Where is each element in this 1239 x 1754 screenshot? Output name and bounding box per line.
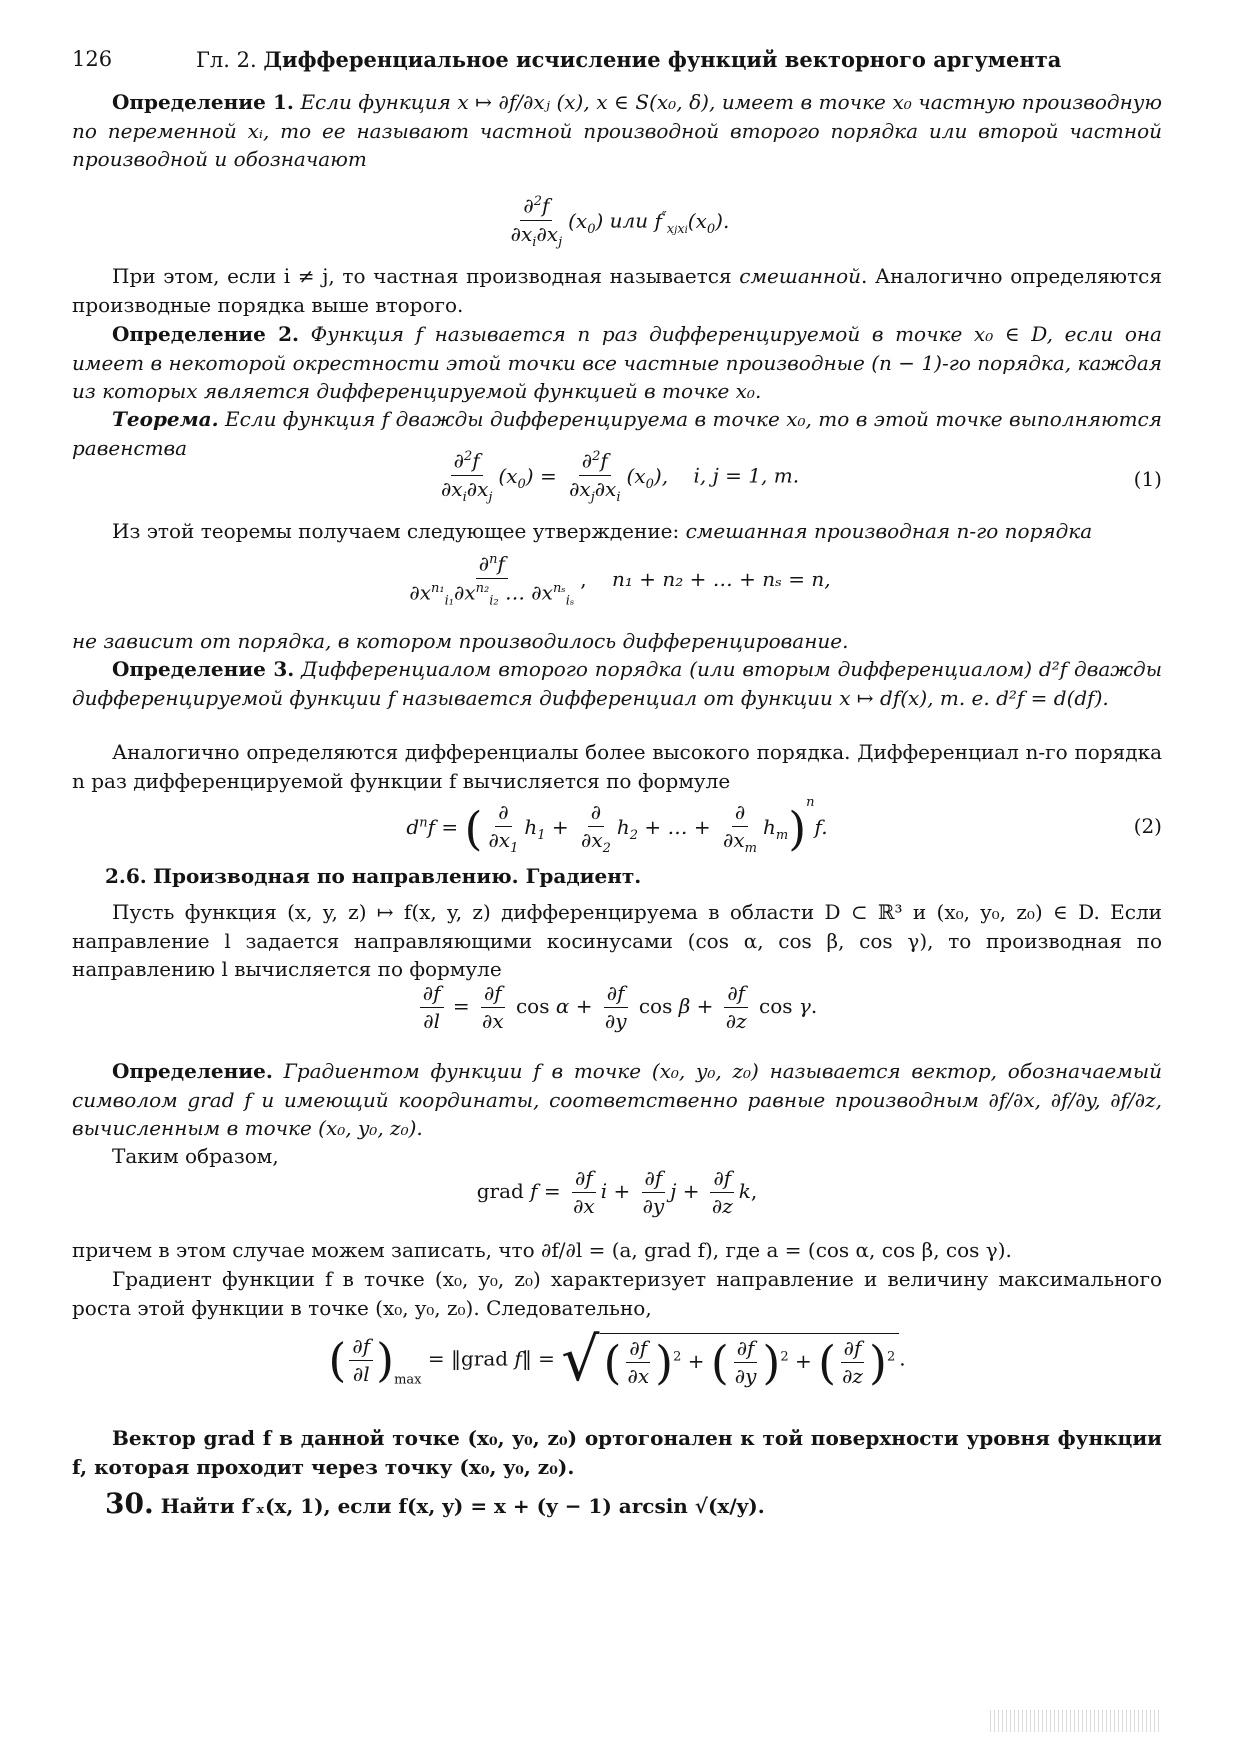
mixed-derivative-paragraph — [72, 262, 1162, 319]
chapter-title — [196, 47, 1061, 72]
chapter-heading: Дифференциальное исчисление функций векторного аргумента — [263, 47, 1062, 72]
scalar-product-paragraph: причем в этом случае можем записать, что ∂f/∂l = (a, grad f), где a = (cos α, cos β, cos γ). — [72, 1238, 1012, 1262]
theorem-text: Если функция f дважды дифференцируема в точке x₀, то в этой точке выполняются равенства — [72, 407, 1163, 460]
definition-1 — [72, 88, 1162, 174]
order-independence: не зависит от порядка, в котором производилось дифференцирование. — [72, 629, 849, 653]
corollary-text: Из этой теоремы получаем следующее утверждение: — [112, 519, 686, 543]
corollary-paragraph — [72, 517, 1162, 546]
definition-1-text: Если функция x ↦ ∂f/∂xⱼ (x), x ∈ S(x₀, δ), имеет в точке x₀ частную производную по переменной xᵢ, то ее называют частной производной второго порядка или второй частной производной и обозначают — [72, 90, 1162, 172]
equation-directional: $\frac{\partial f}{\partial l}$ = $\frac{\partial f}{\partial x}$ cos α + $\frac{\partial f}{\partial y}$ cos β + $\frac{\partial f}{\partial z}$ cos γ. — [72, 983, 1162, 1032]
equation-1-range: i, j = 1, m. — [693, 463, 800, 488]
gradient-meaning-paragraph: Градиент функции f в точке (x₀, y₀, z₀) характеризует направление и величину максимального роста этой функции в точке (x₀, y₀, z₀). Следовательно, — [72, 1267, 1162, 1320]
gradient-definition-text: Градиентом функции f в точке (x₀, y₀, z₀) называется вектор, обозначаемый символом grad f и имеющий координаты, соответственно равные производным ∂f/∂x, ∂f/∂y, ∂f/∂z, вычисленным в точке (x₀, y₀, z₀). — [72, 1059, 1163, 1141]
or-word: или — [609, 208, 649, 233]
directional-derivative-paragraph: Пусть функция (x, y, z) ↦ f(x, y, z) дифференцируема в области D ⊂ ℝ³ и (x₀, y₀, z₀) ∈ D. Если направление l задается направляющими косинусами (cos α, cos β, cos γ), то производная по направлению l вычисляется по формуле — [72, 900, 1162, 982]
n-sum: n₁ + n₂ + … + nₛ = n, — [612, 566, 831, 591]
equation-1: $\frac{\partial^2f}{\partial x_i\partial x_j}$ $(x_0)$ = $\frac{\partial^2f}{\partial x_j\partial x_i}$ $(x_0)$, i, j = 1, m. (1) — [440, 448, 1162, 505]
definition-2-text: Функция f называется n раз дифференцируемой в точке x₀ ∈ D, если она имеет в некоторой окрестности этой точки все частные производные (n − 1)-го порядка, каждая из которых является дифференцируемой функцией в точке x₀. — [72, 322, 1162, 404]
page-number: 126 — [72, 47, 113, 71]
section-number: 2.6. — [105, 864, 147, 888]
definition-3 — [72, 655, 1162, 712]
chapter-label: Гл. 2. — [196, 48, 257, 72]
equation-1-number: (1) — [1133, 467, 1162, 491]
definition-3-text: Дифференциалом второго порядка (или вторым дифференциалом) d²f дважды дифференцируемой функции f называется дифференциал от функции x ↦ df(x), т. е. d²f = d(df). — [72, 657, 1162, 710]
theorem-label: Теорема. — [112, 407, 219, 431]
equation-mixed-n: ∂$^n$f $\partial x^{n_1}_{i_1}\partial x^{n_2}_{i_2}$ … $\partial x^{n_s}_{i_s}$ , n₁ + n₂ + … + nₛ = n, — [409, 551, 831, 609]
gradient-definition — [72, 1057, 1162, 1143]
definition-3-label: Определение 3. — [112, 657, 295, 681]
equation-second-derivative: $\frac{\partial^2f}{\partial x_i\partial x_j}$ $(x_0)$ или $f''_{xjxi}(x_0)$. — [510, 193, 730, 250]
mixed-text-2: . Аналогично определяются производные порядка выше второго. — [72, 264, 1162, 317]
equation-2-number: (2) — [1133, 814, 1162, 838]
higher-differentials-paragraph: Аналогично определяются дифференциалы более высокого порядка. Дифференциал n-го порядка n раз дифференцируемой функции f вычисляется по формуле — [72, 740, 1162, 793]
mixed-text-1: При этом, если i ≠ j, то частная производная называется — [112, 264, 740, 288]
orthogonality-paragraph: Вектор grad f в данной точке (x₀, y₀, z₀) ортогонален к той поверхности уровня функции f, которая проходит через точку (x₀, y₀, z₀). — [72, 1426, 1162, 1479]
corollary-italic: смешанная производная n-го порядка — [685, 519, 1093, 543]
scan-noise — [990, 1710, 1160, 1732]
thus-paragraph: Таким образом, — [112, 1144, 279, 1168]
definition-2-label: Определение 2. — [112, 322, 299, 346]
section-title: Производная по направлению. Градиент. — [153, 864, 642, 888]
equation-max-growth: ( $\frac{\partial f}{\partial l}$ )$_{max}$ = ‖grad f‖ = √( $\frac{\partial f}{\partial x}$ )$^2$ + ( $\frac{\partial f}{\partial y}$ )$^2$ + ( $\frac{\partial f}{\partial z}$ )$^2$ . — [328, 1325, 906, 1395]
equation-grad: grad f = $\frac{\partial f}{\partial x}$ i + $\frac{\partial f}{\partial y}$ j + $\frac{\partial f}{\partial z}$ k, — [476, 1166, 758, 1218]
problem-text: Найти f′ₓ(x, 1), если f(x, y) = x + (y − 1) arcsin √(x/y). — [160, 1494, 765, 1518]
gradient-definition-label: Определение. — [112, 1059, 273, 1083]
definition-1-label: Определение 1. — [112, 90, 294, 114]
equation-2: $d^nf$ = ( ∂ $\partial x_1$ $h_1$ + ∂ $\partial x_2$ $h_2$ + … + ∂ $\partial x_m$ $h_m)^nf$. (2) — [406, 795, 1162, 856]
problem-30 — [105, 1487, 1155, 1521]
section-heading — [105, 862, 1155, 891]
problem-number: 30. — [105, 1487, 154, 1520]
definition-2 — [72, 320, 1162, 406]
mixed-term: смешанной — [739, 264, 862, 288]
